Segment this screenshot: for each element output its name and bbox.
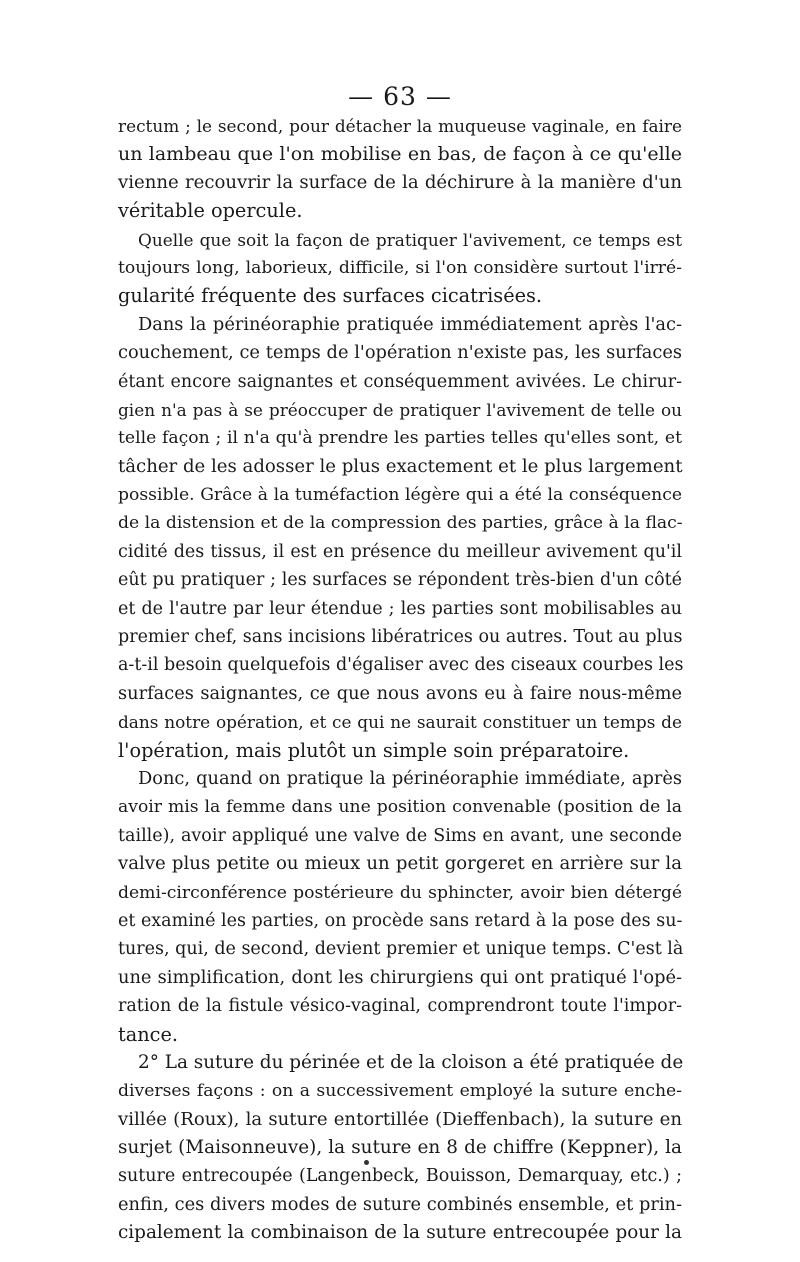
page-number: — 63 —: [348, 82, 452, 111]
body-text: [118, 112, 682, 1248]
text-line: de la distension et de la compression des parties, grâce à la flac-: [118, 513, 683, 534]
text-line: valve plus petite ou mieux un petit gorgeret en arrière sur la: [118, 853, 682, 875]
text-line: Dans la périnéoraphie pratiquée immédiatement après l'ac-: [138, 313, 682, 335]
text-line: Quelle que soit la façon de pratiquer l'avivement, ce temps est: [138, 229, 682, 250]
text-line: surfaces saignantes, ce que nous avons eu à faire nous-même: [118, 682, 682, 704]
text-line: et de l'autre par leur étendue ; les parties sont mobilisables au: [118, 598, 682, 619]
text-line: gien n'a pas à se préoccuper de pratiquer l'avivement de telle ou: [118, 399, 682, 420]
text-line: tâcher de les adosser le plus exactement et le plus largement: [118, 455, 683, 477]
text-line: a-t-il besoin quelquefois d'égaliser avec des ciseaux courbes les: [118, 655, 684, 676]
text-line: toujours long, laborieux, difficile, si l'on considère surtout l'irré-: [118, 257, 682, 278]
text-line: cipalement la combinaison de la suture entrecoupée pour la: [118, 1222, 682, 1244]
text-line: cidité des tissus, il est en présence du meilleur avivement qu'il: [118, 541, 682, 562]
text-line: surjet (Maisonneuve), la suture en 8 de chiffre (Keppner), la: [118, 1137, 682, 1159]
text-line: diverses façons : on a successivement employé la suture enche-: [118, 1081, 682, 1102]
text-line: enfin, ces divers modes de suture combinés ensemble, et prin-: [118, 1193, 682, 1215]
text-line: telle façon ; il n'a qu'à prendre les parties telles qu'elles sont, et: [118, 428, 682, 449]
text-line: tures, qui, de second, devient premier et unique temps. C'est là: [118, 939, 684, 960]
text-line: une simplification, dont les chirurgiens qui ont pratiqué l'opé-: [118, 966, 682, 988]
text-line: vienne recouvrir la surface de la déchirure à la manière d'un: [118, 171, 682, 193]
text-line: premier chef, sans incisions libératrices ou autres. Tout au plus: [118, 627, 683, 648]
text-line: gularité fréquente des surfaces cicatrisées.: [118, 284, 543, 308]
text-line: l'opération, mais plutôt un simple soin préparatoire.: [118, 738, 630, 762]
text-line: tance.: [118, 1022, 178, 1046]
text-line: Donc, quand on pratique la périnéoraphie immédiate, après: [138, 767, 682, 789]
text-line: avoir mis la femme dans une position convenable (position de la: [118, 797, 682, 818]
text-line: et examiné les parties, on procède sans retard à la pose des su-: [118, 910, 683, 931]
text-line: villée (Roux), la suture entortillée (Dieffenbach), la suture en: [118, 1108, 682, 1130]
text-line: dans notre opération, et ce qui ne saurait constituer un temps de: [118, 712, 682, 733]
text-line: eût pu pratiquer ; les surfaces se répondent très-bien d'un côté: [118, 570, 682, 591]
text-line: couchement, ce temps de l'opération n'existe pas, les surfaces: [118, 342, 682, 364]
text-line: étant encore saignantes et conséquemment avivées. Le chirur-: [118, 371, 682, 392]
text-line: rectum ; le second, pour détacher la muqueuse vaginale, en faire: [118, 116, 682, 136]
text-line: 2° La suture du périnée et de la cloison a été pratiquée de: [138, 1051, 684, 1073]
text-line: véritable opercule.: [118, 199, 303, 223]
ink-mark: [364, 1160, 369, 1165]
text-line: possible. Grâce à la tuméfaction légère qui a été la conséquence: [118, 485, 682, 506]
text-line: taille), avoir appliqué une valve de Sims en avant, une seconde: [118, 825, 682, 846]
text-line: demi-circonférence postérieure du sphincter, avoir bien détergé: [118, 882, 682, 903]
text-line: ration de la fistule vésico-vaginal, comprendront toute l'impor-: [118, 996, 682, 1017]
text-line: suture entrecoupée (Langenbeck, Bouisson, Demarquay, etc.) ;: [118, 1166, 682, 1187]
text-line: un lambeau que l'on mobilise en bas, de façon à ce qu'elle: [118, 143, 682, 166]
